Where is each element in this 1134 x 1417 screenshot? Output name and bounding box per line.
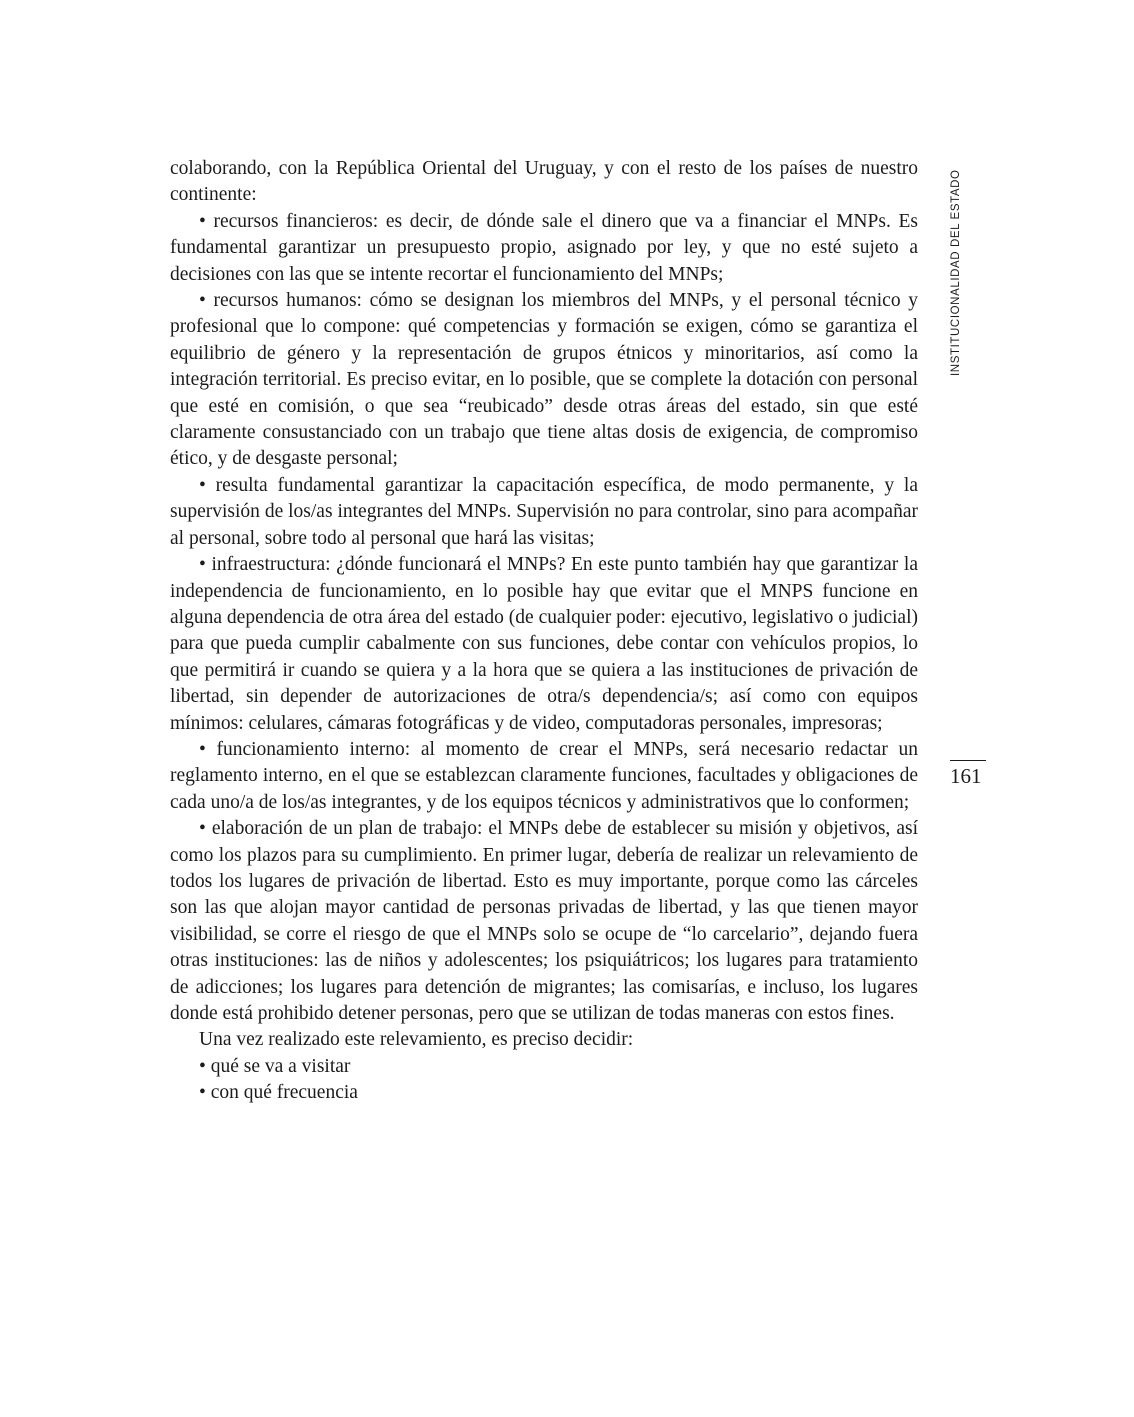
body-text [170,156,918,1107]
paragraph-relevamiento: Una vez realizado este relevamiento, es preciso decidir: [199,1029,634,1051]
bullet-funcionamiento-interno: • funcionamiento interno: al momento de crear el MNPs, será necesario redactar un reglamento interno, en el que se establezcan claramente funciones, facultades y obligaciones de cada uno/a de los/as integrantes, y de los equipos técnicos y administrativos que lo conformen; [170,738,918,813]
bullet-recursos-financieros: • recursos financieros: es decir, de dónde sale el dinero que va a financiar el MNPs. Es fundamental garantizar un presupuesto propio, asignado por ley, y que no esté sujeto a decisiones con las que se intente recortar el funcionamiento del MNPs; [170,210,918,285]
bullet-que-visitar: • qué se va a visitar [199,1055,351,1077]
bullet-capacitacion: • resulta fundamental garantizar la capacitación específica, de modo permanente, y la supervisión de los/as integrantes del MNPs. Supervisión no para controlar, sino para acompañar al personal, sobre todo al personal que hará las visitas; [170,474,918,549]
page-number: 161 [950,764,982,788]
bullet-plan-de-trabajo: • elaboración de un plan de trabajo: el MNPs debe de establecer su misión y objetivos, así como los plazos para su cumplimiento. En primer lugar, debería de realizar un relevamiento de todos los lugares de privación de libertad. Esto es muy importante, porque como las cárceles son las que alojan mayor cantidad de personas privadas de libertad, y las que tienen mayor visibilidad, se corre el riesgo de que el MNPs solo se ocupe de “lo carcelario”, dejando fuera otras instituciones: las de niños y adolescentes; los psiquiátricos; los lugares para tratamiento de adicciones; los lugares para detención de migrantes; las comisarías, e incluso, los lugares donde está prohibido detener personas, pero que se utilizan de todas maneras con estos fines. [170,818,918,1024]
bullet-recursos-humanos: • recursos humanos: cómo se designan los miembros del MNPs, y el personal técnico y profesional que lo compone: qué competencias y formación se exigen, cómo se garantiza el equilibrio de género y la representación de grupos étnicos y minoritarios, así como la integración territorial. Es preciso evitar, en lo posible, que se complete la dotación con personal que esté en comisión, o que sea “reubicado” desde otras áreas del estado, sin que esté claramente consustanciado con un trabajo que tiene altas dosis de exigencia, de compromiso ético, y de desgaste personal; [170,290,918,470]
bullet-infraestructura: • infraestructura: ¿dónde funcionará el MNPs? En este punto también hay que garantizar la independencia de funcionamiento, en lo posible hay que evitar que el MNPS funcione en alguna dependencia de otra área del estado (de cualquier poder: ejecutivo, legislativo o judicial) para que pueda cumplir cabalmente con sus funciones, debe contar con vehículos propios, lo que permitirá ir cuando se quiera y a la hora que se quiera a las instituciones de privación de libertad, sin depender de autorizaciones de otra/s dependencia/s; así como con equipos mínimos: celulares, cámaras fotográficas y de video, computadoras personales, impresoras; [170,554,918,734]
paragraph-continued: colaborando, con la República Oriental del Uruguay, y con el resto de los países de nuestro continente: [170,158,918,206]
page-number-rule [950,760,986,761]
bullet-frecuencia: • con qué frecuencia [199,1082,358,1104]
running-section-label: INSTITUCIONALIDAD DEL ESTADO [950,169,962,376]
